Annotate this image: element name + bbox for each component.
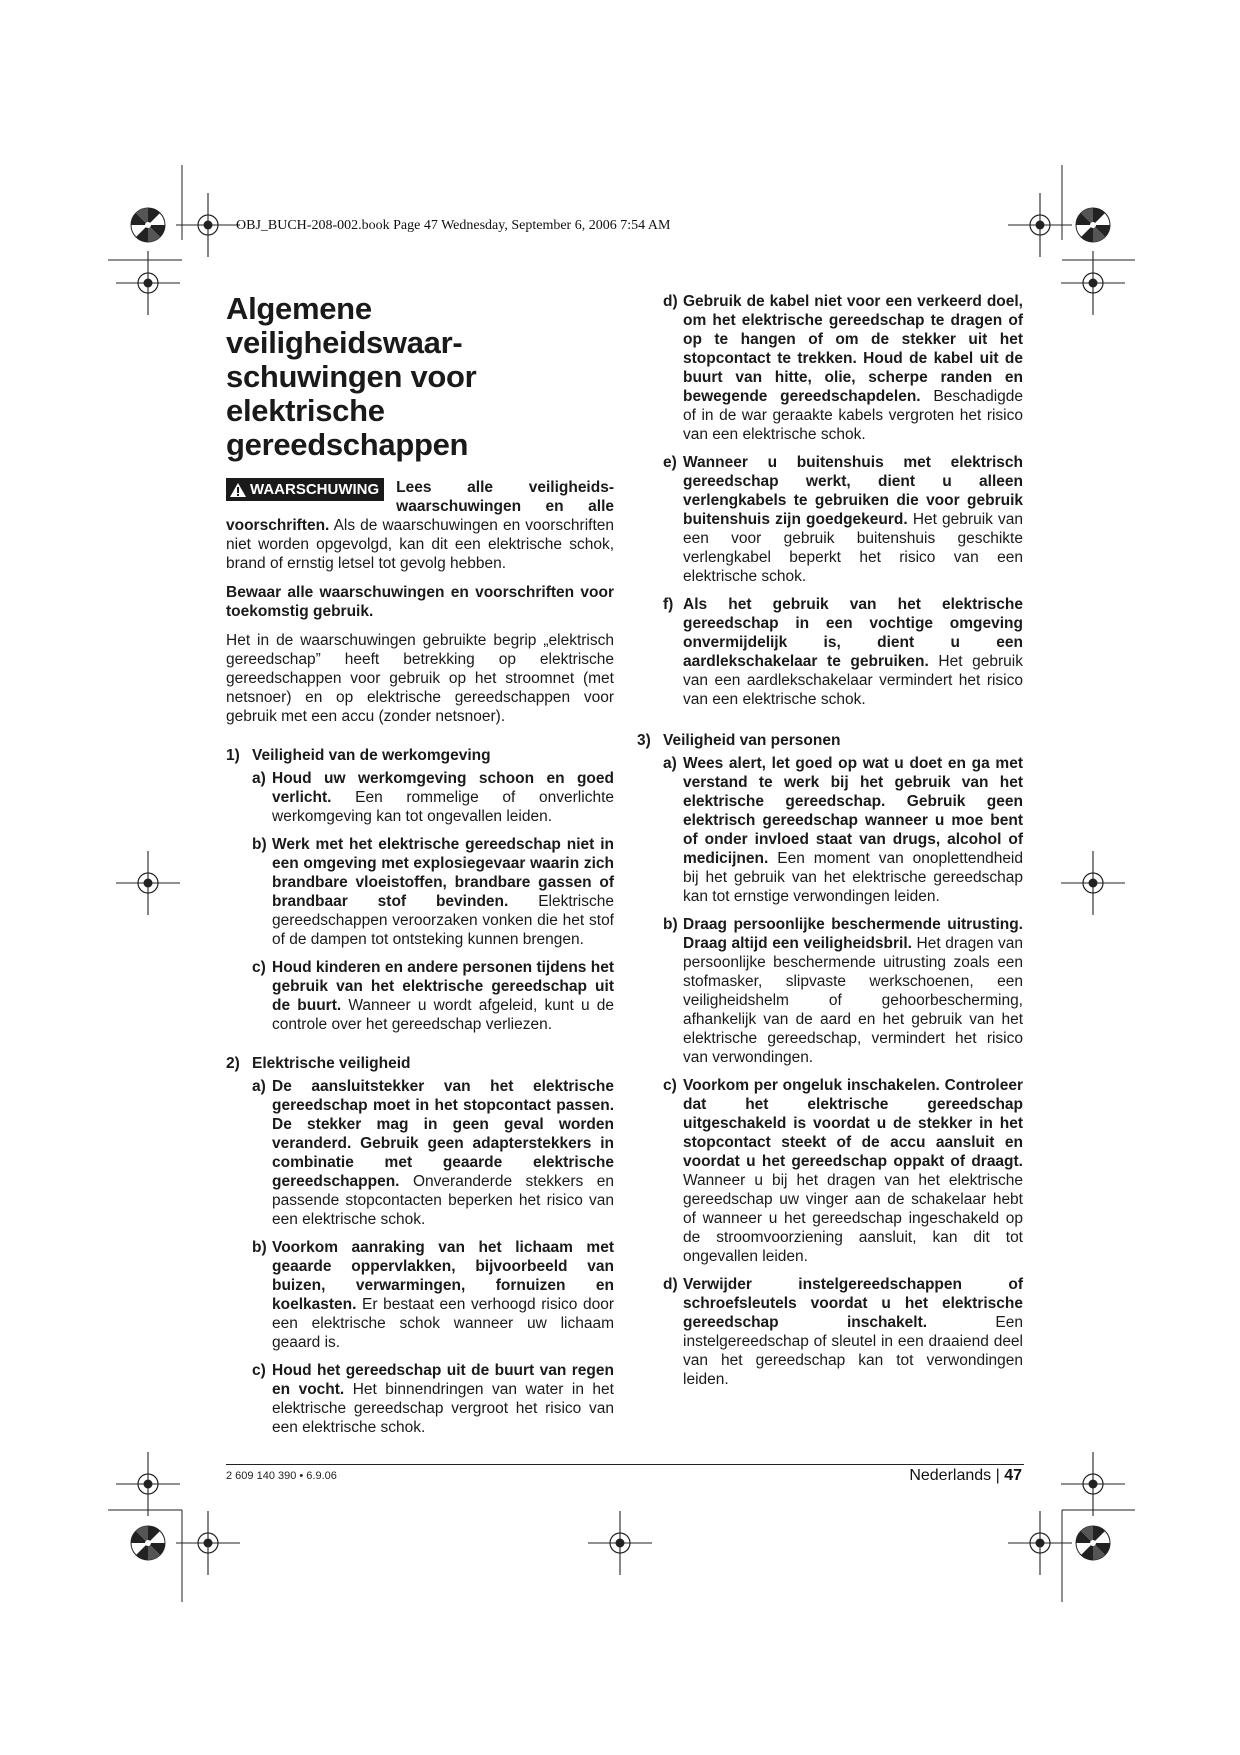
warning-triangle-icon bbox=[230, 483, 246, 497]
registration-mark bbox=[1061, 251, 1125, 315]
warning-badge bbox=[226, 478, 384, 501]
warning-body: Als de waarschuwingen en voorschriften niet worden opgevolgd, kan dit een elektrische schok, brand of ernstig letsel tot gevolg hebben. bbox=[226, 517, 614, 572]
list-item: c) Houd het gereedschap uit de buurt van regen en vocht. Het binnendringen van water in het elektrische gereedschap vergroot het risico van een elektrische schok. bbox=[252, 1362, 614, 1436]
left-column bbox=[226, 292, 614, 1446]
list-item: b) Voorkom aanraking van het lichaam met geaarde oppervlakken, bijvoorbeeld van buizen, verwarmingen, fornuizen en koelkasten. Er bestaat een verhoogd risico door een elektrische schok wanneer uw lichaam geaard is. bbox=[252, 1239, 614, 1351]
list-item: d) Verwijder instelgereedschappen of schroefsleutels voordat u het elektrische gereedschap inschakelt. Een instelgereedschap of sleutel in een draaiend deel van het gereedschap kan tot verwondingen leiden. bbox=[663, 1276, 1023, 1388]
footer-code: 2 609 140 390 • 6.9.06 bbox=[226, 1470, 337, 1482]
page-title: Algemene veiligheidswaar-schuwingen voor elektrische gereedschappen bbox=[226, 291, 477, 462]
intro-paragraph: Het in de waarschuwingen gebruikte begrip „elektrisch gereedschap” heeft betrekking op elektrische gereedschappen voor gebruik op het stroomnet (met netsnoer) en op elektrische gereedschappen voor gebruik met een accu (zonder netsnoer). bbox=[226, 632, 614, 725]
registration-mark bbox=[116, 1452, 180, 1516]
page-number: 47 bbox=[1004, 1467, 1022, 1484]
right-column bbox=[637, 292, 1023, 1398]
keep-note: Bewaar alle waarschuwingen en voorschriften voor toekomstig gebruik. bbox=[226, 584, 614, 620]
footer-page-label bbox=[909, 1467, 1022, 1485]
list-item: f) Als het gebruik van het elektrische gereedschap in een vochtige omgeving onvermijdelijk is, dient u een aardlekschakelaar te gebruiken. Het gebruik van een aardlekschakelaar vermindert het risico van een elektrische schok. bbox=[663, 596, 1023, 708]
list-item: a) Houd uw werkomgeving schoon en goed verlicht. Een rommelige of onverlichte werkomgeving kan tot ongevallen leiden. bbox=[252, 770, 614, 825]
footer-rule bbox=[226, 1464, 1024, 1465]
footer-language: Nederlands bbox=[909, 1467, 992, 1484]
list-item: c) Voorkom per ongeluk inschakelen. Controleer dat het elektrische gereedschap uitgeschakeld is voordat u de stekker in het stopcontact steekt of de accu aansluit en voordat u het gereedschap oppakt of draagt. Wanneer u bij het dragen van het elektrische gereedschap uw vinger aan de schakelaar hebt of wanneer u het gereedschap ingeschakeld op de stroomvoorziening aansluit, kan dit tot ongevallen leiden. bbox=[663, 1077, 1023, 1265]
warning-bold: Lees alle veiligheids-waarschuwingen en alle voorschriften. bbox=[226, 479, 614, 534]
list-item: a) Wees alert, let goed op wat u doet en ga met verstand te werk bij het gebruik van het elektrische gereedschap. Gebruik geen elektrisch gereedschap wanneer u moe bent of onder invloed staat van drugs, alcohol of medicijnen. Een moment van onoplettendheid bij het gebruik van het elektrische gereedschap kan tot ernstige verwondingen leiden. bbox=[663, 755, 1023, 905]
section-heading: 2) Elektrische veiligheid bbox=[226, 1055, 411, 1072]
footer-separator: | bbox=[995, 1467, 1000, 1484]
registration-mark bbox=[116, 851, 180, 915]
warning-badge-label: WAARSCHUWING bbox=[250, 481, 380, 498]
star-target-top-left bbox=[131, 208, 165, 242]
registration-mark bbox=[588, 1511, 652, 1575]
star-target-bottom-right bbox=[1076, 1526, 1110, 1560]
star-target-top-right bbox=[1076, 208, 1110, 242]
registration-mark bbox=[176, 193, 240, 257]
list-item: a) De aansluitstekker van het elektrische gereedschap moet in het stopcontact passen. De stekker mag in geen geval worden veranderd. Gebruik geen adapterstekkers in combinatie met geaarde elektrische gereedschappen. Onveranderde stekkers en passende stopcontacten beperken het risico van een elektrische schok. bbox=[252, 1078, 614, 1228]
registration-mark bbox=[1061, 851, 1125, 915]
list-item: c) Houd kinderen en andere personen tijdens het gebruik van het elektrische gereedschap uit de buurt. Wanneer u wordt afgeleid, kunt u de controle over het gereedschap verliezen. bbox=[252, 959, 614, 1033]
star-target-bottom-left bbox=[131, 1526, 165, 1560]
section-heading: 3) Veiligheid van personen bbox=[637, 732, 841, 749]
section-heading: 1) Veiligheid van de werkomgeving bbox=[226, 747, 491, 764]
list-item: d) Gebruik de kabel niet voor een verkeerd doel, om het elektrische gereedschap te dragen of op te hangen of om de stekker uit het stopcontact te trekken. Houd de kabel uit de buurt van hitte, olie, scherpe randen en bewegende gereedschapdelen. Beschadigde of in de war geraakte kabels vergroten het risico van een elektrische schok. bbox=[663, 293, 1023, 443]
print-header: OBJ_BUCH-208-002.book Page 47 Wednesday, September 6, 2006 7:54 AM bbox=[236, 218, 671, 233]
list-item: b) Werk met het elektrische gereedschap niet in een omgeving met explosiegevaar waarin zich brandbare vloeistoffen, brandbare gassen of brandbaar stof bevinden. Elektrische gereedschappen veroorzaken vonken die het stof of de dampen tot ontsteking kunnen brengen. bbox=[252, 836, 614, 948]
registration-mark bbox=[116, 251, 180, 315]
warning-block bbox=[226, 478, 614, 573]
registration-mark bbox=[1061, 1452, 1125, 1516]
registration-mark bbox=[176, 1511, 240, 1575]
list-item: e) Wanneer u buitenshuis met elektrisch gereedschap werkt, dient u alleen verlengkabels te gebruiken die voor gebruik buitenshuis zijn goedgekeurd. Het gebruik van een voor gebruik buitenshuis geschikte verlengkabel beperkt het risico van een elektrische schok. bbox=[663, 454, 1023, 585]
list-item: b) Draag persoonlijke beschermende uitrusting. Draag altijd een veiligheidsbril. Het dragen van persoonlijke beschermende uitrusting zoals een stofmasker, slipvaste werkschoenen, een veiligheidshelm of gehoorbescherming, afhankelijk van de aard en het gebruik van het elektrische gereedschap, vermindert het risico van verwondingen. bbox=[663, 916, 1023, 1066]
